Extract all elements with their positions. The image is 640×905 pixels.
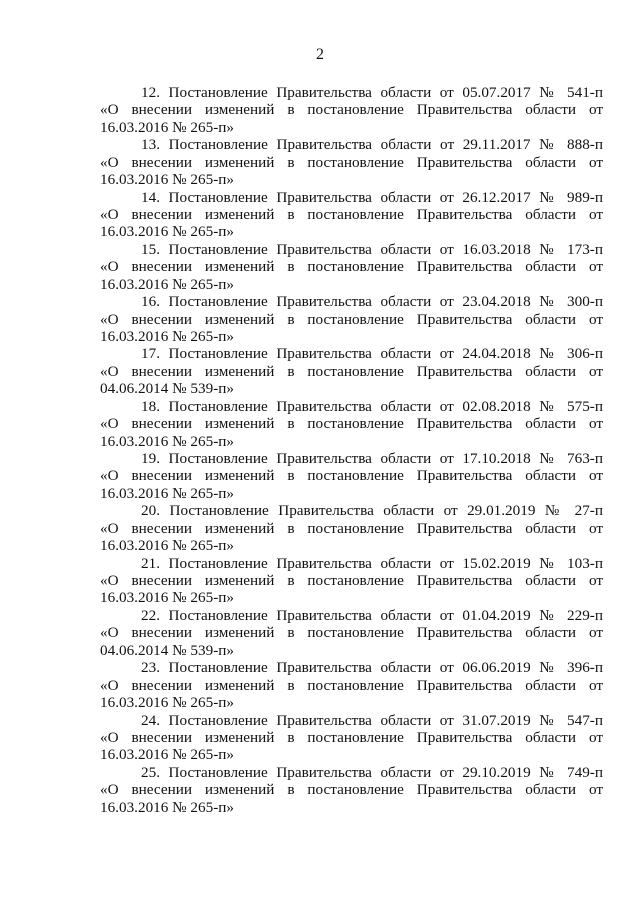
item-line-3: 16.03.2016 № 265-п» xyxy=(100,432,234,450)
item-line-2: «О внесении изменений в постановление Правительства области от xyxy=(100,676,603,694)
item-line-3: 04.06.2014 № 539-п» xyxy=(100,641,234,659)
item-line-1: 23. Постановление Правительства области от 06.06.2019 № 396-п xyxy=(141,659,603,677)
item-line-3: 04.06.2014 № 539-п» xyxy=(100,380,234,398)
item-line-2: «О внесении изменений в постановление Правительства области от xyxy=(100,206,603,223)
list-item xyxy=(100,555,603,607)
list-item xyxy=(100,84,603,136)
list-item xyxy=(100,764,603,816)
item-line-1: 20. Постановление Правительства области от 29.01.2019 № 27-п xyxy=(141,502,603,520)
list-item xyxy=(100,450,603,502)
item-line-2: «О внесении изменений в постановление Правительства области от xyxy=(100,362,603,380)
item-line-2: «О внесении изменений в постановление Правительства области от xyxy=(100,415,603,433)
item-line-2: «О внесении изменений в постановление Правительства области от xyxy=(100,572,603,590)
list-item xyxy=(100,398,603,450)
item-line-3: 16.03.2016 № 265-п» xyxy=(100,484,234,502)
item-line-1: 25. Постановление Правительства области от 29.10.2019 № 749-п xyxy=(141,763,603,781)
list-item xyxy=(100,502,603,554)
item-line-1: 22. Постановление Правительства области от 01.04.2019 № 229-п xyxy=(141,606,603,624)
item-line-3: 16.03.2016 № 265-п» xyxy=(100,589,234,607)
item-line-3: 16.03.2016 № 265-п» xyxy=(100,275,234,293)
list-item xyxy=(100,659,603,711)
item-line-3: 16.03.2016 № 265-п» xyxy=(100,746,234,764)
list-item xyxy=(100,712,603,764)
item-line-1: 16. Постановление Правительства области от 23.04.2018 № 300-п xyxy=(141,293,603,311)
item-line-1: 18. Постановление Правительства области от 02.08.2018 № 575-п xyxy=(141,397,603,415)
item-line-2: «О внесении изменений в постановление Правительства области от xyxy=(100,728,603,746)
item-line-3: 16.03.2016 № 265-п» xyxy=(100,694,234,712)
list-item xyxy=(100,136,603,188)
item-line-1: 12. Постановление Правительства области от 05.07.2017 № 541-п xyxy=(141,84,603,101)
item-line-1: 24. Постановление Правительства области от 31.07.2019 № 547-п xyxy=(141,711,603,729)
page-number: 2 xyxy=(316,46,324,63)
item-line-2: «О внесении изменений в постановление Правительства области от xyxy=(100,467,603,485)
item-line-2: «О внесении изменений в постановление Правительства области от xyxy=(100,781,603,799)
list-item xyxy=(100,241,603,293)
item-line-1: 17. Постановление Правительства области от 24.04.2018 № 306-п xyxy=(141,345,603,363)
item-line-3: 16.03.2016 № 265-п» xyxy=(100,171,234,189)
item-line-1: 21. Постановление Правительства области от 15.02.2019 № 103-п xyxy=(141,554,603,572)
list-item xyxy=(100,293,603,345)
resolution-list xyxy=(100,84,603,816)
list-item xyxy=(100,189,603,241)
item-line-1: 15. Постановление Правительства области от 16.03.2018 № 173-п xyxy=(141,240,603,258)
item-line-2: «О внесении изменений в постановление Правительства области от xyxy=(100,153,603,171)
item-line-1: 13. Постановление Правительства области от 29.11.2017 № 888-п xyxy=(141,136,603,154)
item-line-2: «О внесении изменений в постановление Правительства области от xyxy=(100,101,603,119)
item-line-2: «О внесении изменений в постановление Правительства области от xyxy=(100,310,603,328)
item-line-3: 16.03.2016 № 265-п» xyxy=(100,537,234,555)
item-line-1: 19. Постановление Правительства области от 17.10.2018 № 763-п xyxy=(141,450,603,468)
list-item xyxy=(100,345,603,397)
item-line-3: 16.03.2016 № 265-п» xyxy=(100,328,234,345)
list-item xyxy=(100,607,603,659)
item-line-1: 14. Постановление Правительства области от 26.12.2017 № 989-п xyxy=(141,188,603,206)
item-line-3: 16.03.2016 № 265-п» xyxy=(100,118,234,136)
item-line-3: 16.03.2016 № 265-п» xyxy=(100,798,234,816)
item-line-2: «О внесении изменений в постановление Правительства области от xyxy=(100,624,603,642)
item-line-2: «О внесении изменений в постановление Правительства области от xyxy=(100,519,603,537)
item-line-2: «О внесении изменений в постановление Правительства области от xyxy=(100,258,603,276)
item-line-3: 16.03.2016 № 265-п» xyxy=(100,223,234,241)
